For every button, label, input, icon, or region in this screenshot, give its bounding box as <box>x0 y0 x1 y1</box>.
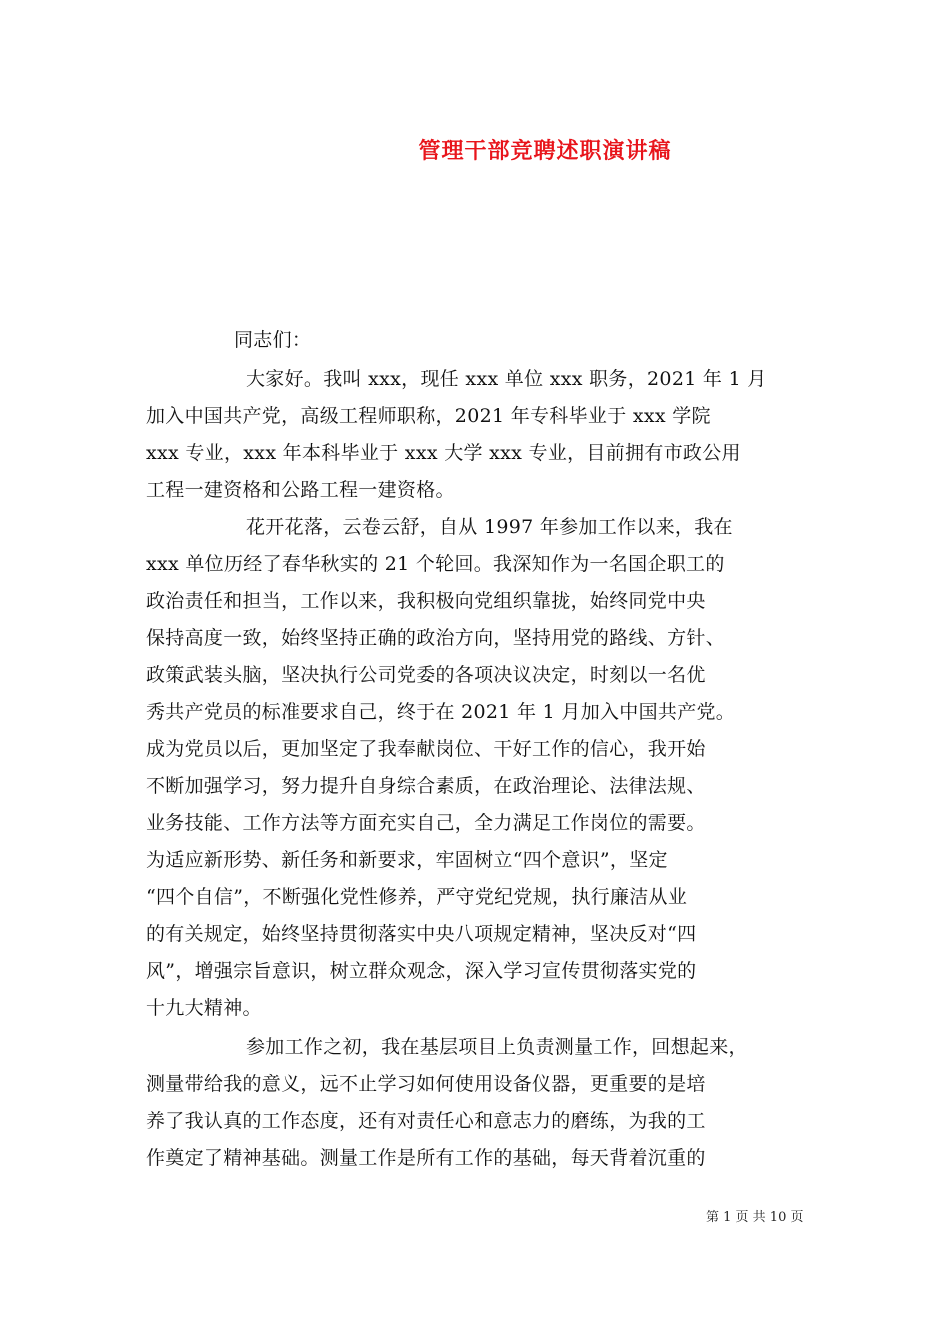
paragraph-line: xxx 专业，xxx 年本科毕业于 xxx 大学 xxx 专业，目前拥有市政公用 <box>146 442 741 464</box>
paragraph-line: 养了我认真的工作态度，还有对责任心和意志力的磨练，为我的工 <box>146 1110 706 1132</box>
paragraph-line: 政策武装头脑，坚决执行公司党委的各项决议决定，时刻以一名优 <box>146 664 706 686</box>
paragraph-line: 业务技能、工作方法等方面充实自己，全力满足工作岗位的需要。 <box>146 812 706 834</box>
paragraph-line: 的有关规定，始终坚持贯彻落实中央八项规定精神，坚决反对“四 <box>146 923 697 945</box>
paragraph-line: 风”，增强宗旨意识，树立群众观念，深入学习宣传贯彻落实党的 <box>146 960 697 982</box>
paragraph-line: 秀共产党员的标准要求自己，终于在 2021 年 1 月加入中国共产党。 <box>146 701 736 723</box>
paragraph-line: 测量带给我的意义，远不止学习如何使用设备仪器，更重要的是培 <box>146 1073 706 1095</box>
paragraph-line: “四个自信”，不断强化党性修养，严守党纪党规，执行廉洁从业 <box>146 886 688 908</box>
paragraph-line: 成为党员以后，更加坚定了我奉献岗位、干好工作的信心，我开始 <box>146 738 706 760</box>
paragraph-line: 加入中国共产党，高级工程师职称，2021 年专科毕业于 xxx 学院 <box>146 405 711 427</box>
paragraph-line: 大家好。我叫 xxx，现任 xxx 单位 xxx 职务，2021 年 1 月 <box>246 368 767 390</box>
salutation: 同志们： <box>234 329 312 351</box>
paragraph-line: 作奠定了精神基础。测量工作是所有工作的基础，每天背着沉重的 <box>146 1147 706 1169</box>
document-title: 管理干部竞聘述职演讲稿 <box>418 138 672 164</box>
paragraph-line: 花开花落，云卷云舒，自从 1997 年参加工作以来，我在 <box>246 516 733 538</box>
paragraph-line: 参加工作之初，我在基层项目上负责测量工作，回想起来， <box>246 1036 748 1058</box>
paragraph-line: 保持高度一致，始终坚持正确的政治方向，坚持用党的路线、方针、 <box>146 627 726 649</box>
page-number-footer: 第 1 页 共 10 页 <box>706 1210 804 1225</box>
paragraph-line: 不断加强学习，努力提升自身综合素质，在政治理论、法律法规、 <box>146 775 706 797</box>
paragraph-line: xxx 单位历经了春华秋实的 21 个轮回。我深知作为一名国企职工的 <box>146 553 725 575</box>
paragraph-line: 十九大精神。 <box>146 997 262 1019</box>
paragraph-line: 政治责任和担当，工作以来，我积极向党组织靠拢，始终同党中央 <box>146 590 706 612</box>
paragraph-line: 工程一建资格和公路工程一建资格。 <box>146 479 455 501</box>
paragraph-line: 为适应新形势、新任务和新要求，牢固树立“四个意识”，坚定 <box>146 849 668 871</box>
